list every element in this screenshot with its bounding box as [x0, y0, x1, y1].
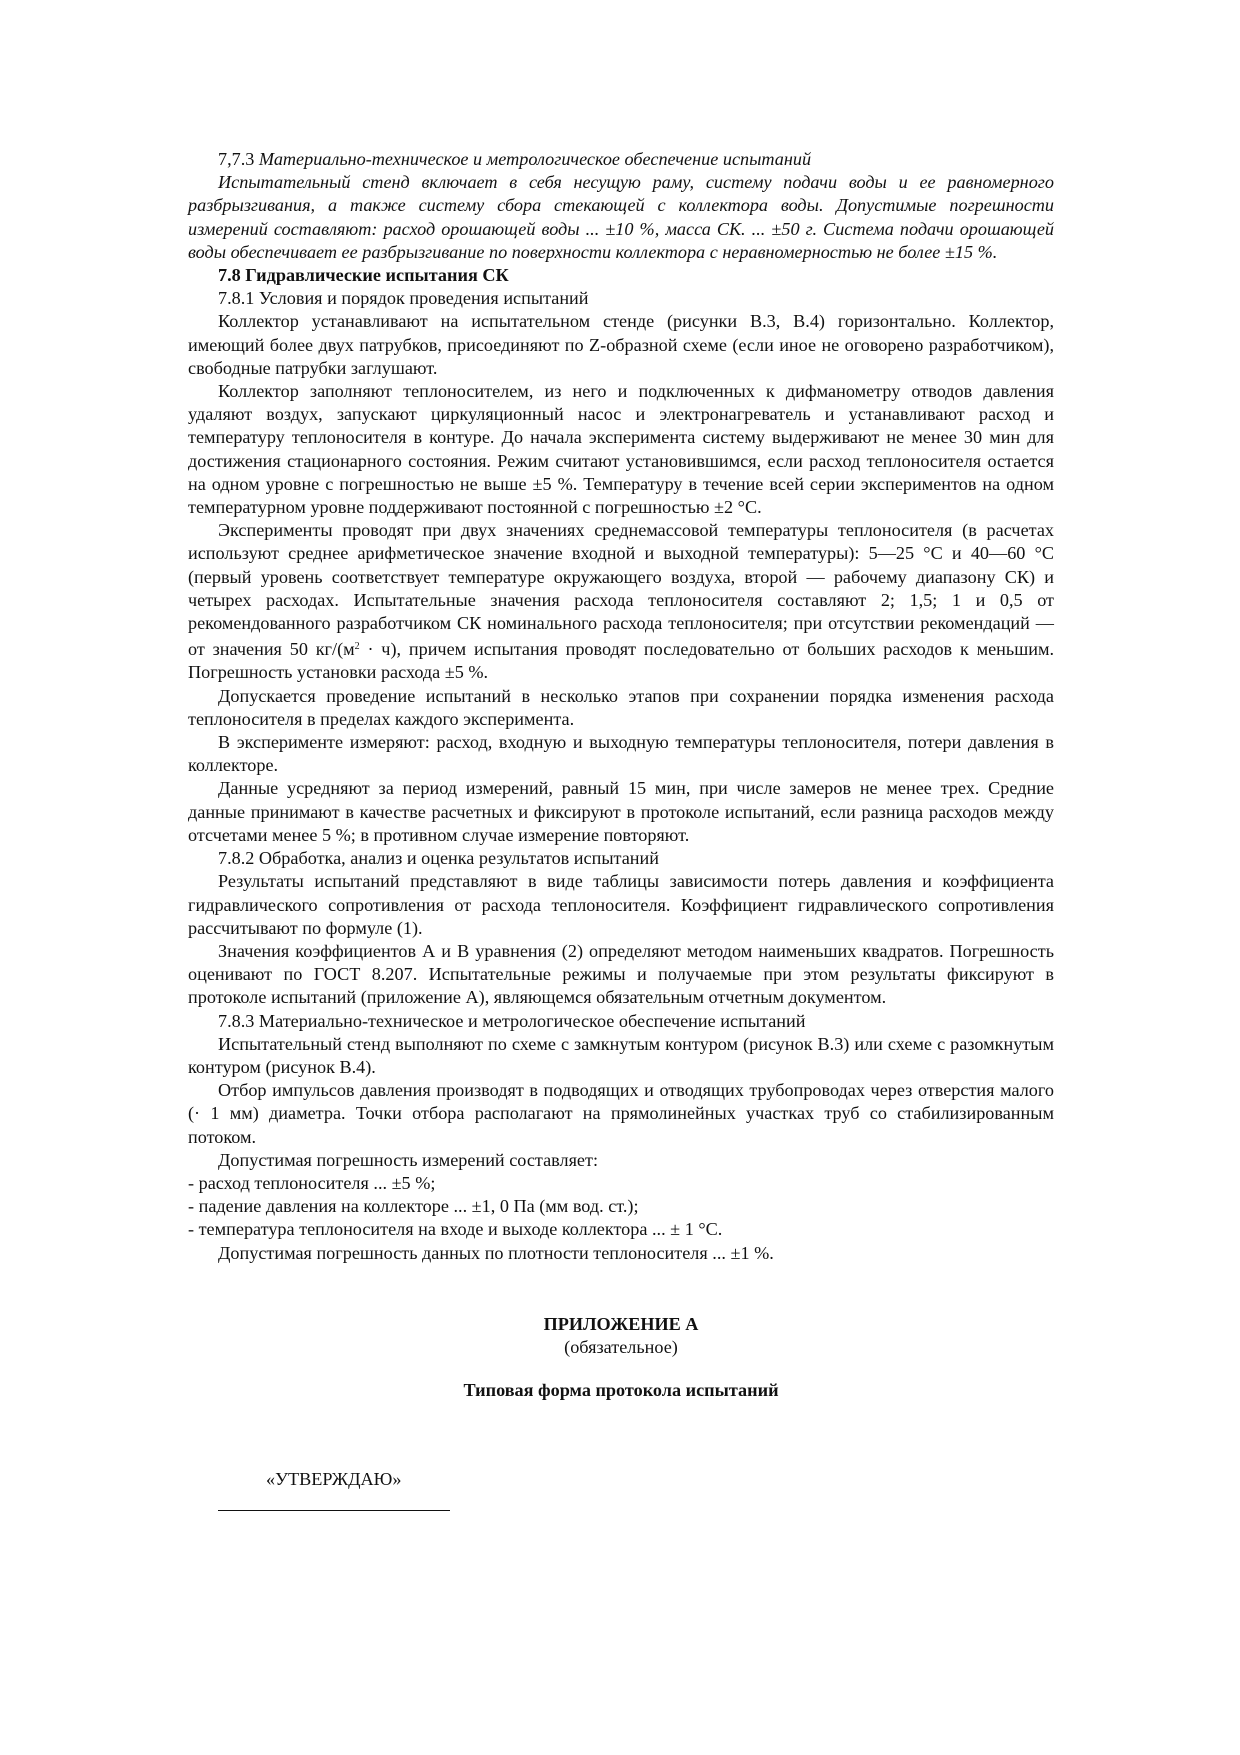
section-title: Материально-техническое и метрологическое обеспечение испытаний: [258, 149, 812, 169]
document-page: [188, 148, 1054, 1511]
appendix-subtitle: (обязательное): [564, 1336, 678, 1357]
paragraph-text: Эксперименты проводят при двух значениях среднемассовой температуры теплоносителя (в расчетах используют среднее арифметическое значение входной и выходной температуры): 5—25 °С и 40—60 °С (первый уровень соответствует температуре окружающего воздуха, второй — рабочему диапазону СК) и четырех расходах. Испытательные значения расхода теплоносителя составляют 2; 1,5; 1 и 0,5 от рекомендованного разработчиком СК номинального расхода теплоносителя; при отсутствии рекомендаций — от значения 50 кг/(м: [188, 520, 1054, 660]
form-title: Типовая форма протокола испытаний: [463, 1380, 779, 1401]
section-7-8-heading: 7.8 Гидравлические испытания СК: [218, 265, 509, 286]
paragraph: Испытательный стенд выполняют по схеме с замкнутым контуром (рисунок В.3) или схеме с разомкнутым контуром (рисунок В.4).: [188, 1033, 1054, 1077]
section-7-7-3-body: Испытательный стенд включает в себя несущую раму, систему подачи воды и ее равномерного разбрызгивания, а также систему сбора стекающей с коллектора воды. Допустимые погрешности измерений составляют: расход орошающей воды ... ±10 %, масса СК. ... ±50 г. Система подачи орошающей воды обеспечивает ее разбрызгивание по поверхности коллектора с неравномерностью не более ±15 %.: [188, 172, 1054, 262]
paragraph: Значения коэффициентов А и В уравнения (2) определяют методом наименьших квадратов. Погрешность оценивают по ГОСТ 8.207. Испытательные режимы и получаемые при этом результаты фиксируют в протоколе испытаний (приложение А), являющемся обязательным отчетным документом.: [188, 940, 1054, 1008]
appendix-title: ПРИЛОЖЕНИЕ А: [543, 1313, 699, 1334]
paragraph: Отбор импульсов давления производят в подводящих и отводящих трубопроводах через отверстия малого (· 1 мм) диаметра. Точки отбора располагают на прямолинейных участках труб со стабилизированным потоком.: [188, 1080, 1054, 1147]
paragraph: [188, 519, 1054, 684]
list-item: - температура теплоносителя на входе и выходе коллектора ... ± 1 °С.: [188, 1219, 723, 1240]
section-number: 7,7.3: [218, 149, 259, 169]
section-7-7-3-heading: [188, 148, 1054, 171]
list-item: - падение давления на коллекторе ... ±1, 0 Па (мм вод. ст.);: [188, 1196, 639, 1217]
paragraph: Коллектор заполняют теплоносителем, из него и подключенных к дифманометру отводов давления удаляют воздух, запускают циркуляционный насос и электронагреватель и устанавливают расход и температуру теплоносителя в контуре. До начала эксперимента систему выдерживают не менее 30 мин для достижения стационарного состояния. Режим считают установившимся, если расход теплоносителя остается на одном уровне с погрешностью не выше ±5 %. Температуру в течение всей серии экспериментов на одном температурном уровне поддерживают постоянной с погрешностью ±2 °С.: [188, 381, 1054, 518]
paragraph: Данные усредняют за период измерений, равный 15 мин, при числе замеров не менее трех. Средние данные принимают в качестве расчетных и фиксируют в протоколе испытаний, если разница расходов между отсчетами менее 5 %; в противном случае измерение повторяют.: [188, 778, 1054, 845]
subsection-7-8-1-heading: 7.8.1 Условия и порядок проведения испытаний: [218, 288, 589, 309]
paragraph: Допускается проведение испытаний в несколько этапов при сохранении порядка изменения расхода теплоносителя в пределах каждого эксперимента.: [188, 685, 1054, 729]
paragraph: Коллектор устанавливают на испытательном стенде (рисунки В.3, В.4) горизонтально. Коллектор, имеющий более двух патрубков, присоединяют по Z-образной схеме (если иное не оговорено разработчиком), свободные патрубки заглушают.: [188, 311, 1054, 378]
subsection-7-8-2-heading: 7.8.2 Обработка, анализ и оценка результатов испытаний: [218, 848, 660, 869]
subsection-7-8-3-heading: 7.8.3 Материально-техническое и метрологическое обеспечение испытаний: [218, 1010, 806, 1031]
paragraph: Допустимая погрешность данных по плотности теплоносителя ... ±1 %.: [218, 1242, 774, 1263]
superscript: 2: [354, 641, 360, 653]
paragraph: В эксперименте измеряют: расход, входную и выходную температуры теплоносителя, потери давления в коллекторе.: [188, 732, 1054, 776]
list-item: - расход теплоносителя ... ±5 %;: [188, 1172, 436, 1193]
approval-label: «УТВЕРЖДАЮ»: [266, 1469, 402, 1490]
paragraph: Результаты испытаний представляют в виде таблицы зависимости потерь давления и коэффициента гидравлического сопротивления от расхода теплоносителя. Коэффициент гидравлического сопротивления рассчитывают по формуле (1).: [188, 871, 1054, 938]
signature-line: [218, 1498, 450, 1511]
paragraph: Допустимая погрешность измерений составляет:: [218, 1149, 599, 1170]
paragraph-text: · ч), причем испытания проводят последовательно от больших расходов к меньшим. Погрешность установки расхода ±5 %.: [188, 639, 1054, 683]
